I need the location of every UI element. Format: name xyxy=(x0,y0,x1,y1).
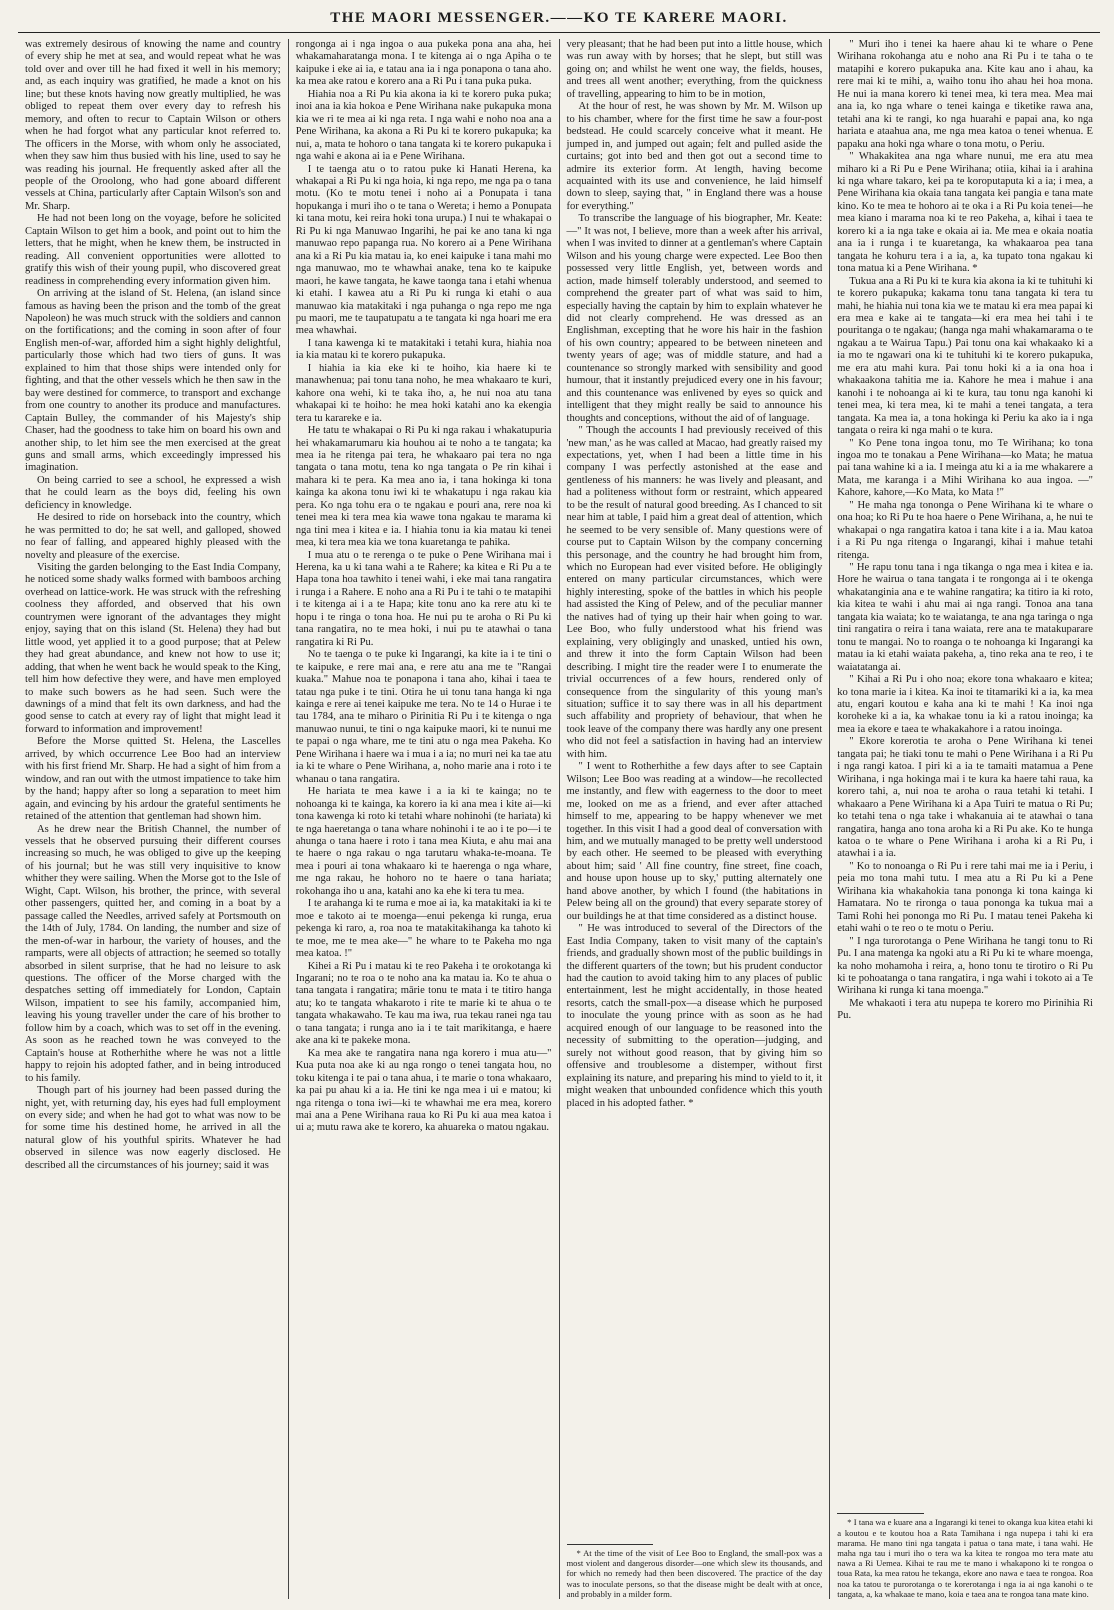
paragraph: Ka mea ake te rangatira nana nga korero i mua atu—" Kua puta noa ake ki au nga rongo o tenei tangata hou, no toku kitenga i te pai o tana ahua, i te marie o tona whakaaro, ka pai pu ahau ki a ia. He tini ke nga mea i ui e matou; ki nga ritenga o tona iwi—ki te whawhai me era mea, korero mai ana a Pene Wirihana raua ko Ri Pu ki aua mea katoa i ui a; mutu rawa ake te korero, ka ahuareka o matou ngakau. xyxy=(295,1047,552,1134)
footnotes xyxy=(837,1513,1093,1599)
paragraph: Before the Morse quitted St. Helena, the Lascelles arrived, by which occurrence Lee Boo had an interview with his first friend Mr. Sharp. He had a sight of him from a window, and ran out with the utmost impatience to take him by the hand; happy after so long a separation to meet him again, and evincing by his ardour the grateful sentiments he retained of the attention that gentleman had shown him. xyxy=(25,736,281,823)
paragraph: On being carried to see a school, he expressed a wish that he could learn as the boys did, feeling his own deficiency in knowledge. xyxy=(25,474,281,511)
column-2-maori xyxy=(289,39,560,1599)
paragraph: Me whakaoti i tera atu nupepa te korero mo Pirinihia Ri Pu. xyxy=(837,997,1093,1022)
paragraph: On arriving at the island of St. Helena, (an island since famous as having been the prison and the tomb of the great Napoleon) he was much struck with the soldiers and cannon on the fortifications; and the coming in soon after of four English men-of-war, afforded him a sight highly delightful, particularly those which had two tiers of guns. It was explained to him that those ships were intended only for fighting, and that the other vessels which he then saw in the bay were destined for commerce, to transport and exchange from one country to another its produce and manufactures. Captain Bulley, the commander of his Majesty's ship Chaser, had the goodness to take him on board his own and another ship, to let him see the men exercised at the great guns and small arms, which exceedingly impressed his imagination. xyxy=(25,288,281,474)
paragraph: As he drew near the British Channel, the number of vessels that he observed pursuing their different courses increasing so much, he was obliged to give up the keeping of his journal; but he was still very inquisitive to know whither they were sailing. When the Morse got to the Isle of Wight, Capt. Wilson, his brother, the prince, with several other passengers, quitted her, and coming in a boat by a passage called the Needles, arrived safely at Portsmouth on the 14th of July, 1784. On landing, the number and size of the men-of-war in harbour, the variety of houses, and the ramparts, were all objects of attraction; he seemed so totally absorbed in silent surprise, that he had no leisure to ask questions. The officer of the Morse charged with the despatches setting off immediately for London, Captain Wilson, impatient to see his family, accompanied him, leaving his young traveller under the care of his brother to follow him by a coach, which was to set off in the evening. As soon as he reached town he was conveyed to the Captain's house at Rotherhithe where he was not a little happy to rejoin his adopted father, and in being introduced to his family. xyxy=(25,823,281,1084)
paragraph: " Ko to nonoanga o Ri Pu i rere tahi mai me ia i Periu, i peia mo tona mahi tutu. I mea atu a Ri Pu ki a Pene Wirihana kia whakahokia tana pononga ki tona kainga ki Hamatara. No te rironga o taua pononga ka tukua mai a Tami Rohi hei pononga mo Ri Pu. I matau tenei Pakeha ki etahi wahi o te reo o te motu o Periu. xyxy=(837,860,1093,935)
paragraph: No te taenga o te puke ki Ingarangi, ka kite ia i te tini o te kaipuke, e rere mai ana, e rere atu ana me te "Rangai kuaka." Mahue noa te ponapona i tana aho, kihai i taea te tatau nga puke i te tini. Otira he ui tonu tana hanga ki nga kainga e rere ai tenei kaipuke me tera. No te 14 o Hurae i te tau 1784, ana te miharo o Pirinitia Ri Pu i te kitenga o nga manuwao nunui, te tini o nga kaipuke maori, ki te nunui me te papai o nga whare, me te tini atu o nga mea Pakeha. Ko Pene Wirihana i haere wa i mua i a ia; no muri nei ka tae atu ia ki te whare o Pene Wirihana, a, noho marie ana i roto i te whanau o tana rangatira. xyxy=(295,649,552,785)
paragraph: very pleasant; that he had been put into a little house, which was run away with by horses; that he slept, but still was going on; and whilst he went one way, the fields, houses, and trees all went another; everything, from the quickness of travelling, appearing to him to be in motion, xyxy=(566,39,823,100)
column-1-english xyxy=(18,39,289,1599)
footnotes xyxy=(567,1544,823,1599)
paragraph: " Whakakitea ana nga whare nunui, me era atu mea miharo ki a Ri Pu e Pene Wirihana; otiia, kihai ia i arahina ki nga whare takaro, kei pa te koroputaputa ki a ia; i mea, a Pene Wirihana kia okaia tana tangata kei pangia e tana mate kino. Ko te mea te hohoro ai te oka i a Ri Pu koia tenei—he mea kiano i marama noa ki te reo Pakeha, a, kihai i taea te korero ki a ia nga take e okaia ai ia. Me mea e okaia noatia ana ia i runga i te kuaretanga, ka whakaaroa pea tana tangata he kohuru tera i a ia, a, ka tupato tona ngakau ki tona matua ki a Pene Wirihana. * xyxy=(837,151,1093,275)
column-4-maori xyxy=(830,39,1100,1599)
paragraph: I te taenga atu o to ratou puke ki Hanati Herena, ka whakapai a Ri Pu ki nga hoia, ki nga repo, me nga pa o tana motu. (Ko te motu tenei i noho ai a Ponupata i tana hopukanga i muri iho o te tana o Wereta; i hemo a Ponupata ki tana motu, kei reira hoki tona urupa.) I nui te whakapai o Ri Pu ki nga Manuwao Ingarihi, he pai ke ano tana ki nga manuwao repo papanga rua. No korero ai a Pene Wirihana ana ki a Ri Pu kia matau ia, ko enei kaipuke i tana mahi mo nga manuwao, mo te whawhai anake, tena ko te kaipuke maori, he kawe tangata, he kawe taonga tana i etahi whenua ki etahi. I kawea atu a Ri Pu ki runga ki etahi o aua manuwao kia matakitaki i nga puhanga o nga repo me nga pu maori, me te taupatupatu a te tangata ki nga hoari me era mea whawhai. xyxy=(295,163,552,337)
paragraph: " He was introduced to several of the Directors of the East India Company, taken to visit many of the captain's friends, and gradually shown most of the public buildings in the different quarters of the town; but his prudent conductor had the caution to avoid taking him to any places of public entertainment, lest he might accidentally, in those heated resorts, catch the small-pox—a disease which he purposed to inoculate the young prince with as soon as he had acquired enough of our language to be reasoned into the necessity of submitting to the operation—judging, and surely not without good reason, that by giving him so offensive and troublesome a distemper, without first explaining its nature, and preparing his mind to yield to it, it might weaken that unbounded confidence which this youth placed in his adopted father. * xyxy=(566,923,823,1109)
paragraph: At the hour of rest, he was shown by Mr. M. Wilson up to his chamber, where for the first time he saw a four-post bedstead. He could scarcely conceive what it meant. He jumped in, and jumped out again; felt and pulled aside the curtains; got into bed and then got out a second time to admire its exterior form. At length, having become acquainted with its use and convenience, he laid himself down to sleep, saying that, " in England there was a house for everything." xyxy=(566,101,823,212)
paragraph: " Kihai a Ri Pu i oho noa; ekore tona whakaaro e kitea; ko tona marie ia i kitea. Ka inoi te titamariki ki a ia, ka mea atu, engari koutou e kaha ana ki te mahi ! Ka inoi nga koroheke ki a ia, ka whakae tonu ia ki a ratou inoinga; ka mea ia ekore e taea te whakakahore i a ratou inoinga. xyxy=(837,674,1093,735)
footnote: * I tana wa e kuare ana a Ingarangi ki tenei to okanga kua kitea etahi ki a koutou e te koutou hoa a Rata Tamihana i nga nupepa i tahi ki era marama. He mano tini nga tangata i patua o tana mate, i tana wahi. He maha nga tau i muri iho o tera wa ka kitea te rongoa mo tera mate atu nawa a Ri Uemea. Kihai te rau me te mano i whakapono ki te rongoa o toua Rata, ka mea ratou he tekanga, ekore ano nawa e taea te rongoa. Roa noa ka tatou te purorotanga o te korerotanga i nga ia ai nga kanohi o te tangata, a, ka whakaae te mano, koia e taea ana te rongoa tana mate kino. xyxy=(837,1517,1093,1599)
paragraph: He had not been long on the voyage, before he solicited Captain Wilson to get him a book, and point out to him the letters, that he might, when he knew them, be instructed in reading. All convenient opportunities were allotted to gratify this wish of their young pupil, who discovered great readiness in comprehending every information given him. xyxy=(25,213,281,287)
paragraph: " I nga turorotanga o Pene Wirihana he tangi tonu to Ri Pu. I ana matenga ka ngoki atu a Ri Pu ki te whare moenga, ka noho mohamoha i reira, a, hono tonu te tirotiro o Ri Pu ki te pohoatanga o tana rangatira, i nga wahi i tokoto ai a Te Wirihana ki runga ki tana moenga." xyxy=(837,935,1093,997)
paragraph: was extremely desirous of knowing the name and country of every ship he met at sea, and would repeat what he was told over and over till he had fixed it well in his memory; and, as each inquiry was gratified, he made a knot on his line; but these knots having now greatly multiplied, he was obliged to repeat them over every day to refresh his memory, and often to recur to Captain Wilson or others when he had forgot what any particular knot referred to. The officers in the Morse, with whom only he associated, when they saw him thus busied with his line, used to say he was reading his journal. He frequently asked after all the people of the Oroolong, who had gone aboard different vessels at China, particularly after Captain Wilson's son and Mr. Sharp. xyxy=(25,39,281,212)
paragraph: rongonga ai i nga ingoa o aua pukeka pona ana aha, hei whakamaharatanga mona. I te kitenga ai o nga Apiha o te kaipuke i eke ai ia, e tatau ana ia i nga ponapona o tana aho. ka mea ake ratou e korero ana a Ri Pu i tana puka puka. xyxy=(295,39,552,88)
paragraph: Though part of his journey had been passed during the night, yet, with returning day, his eyes had full employment on every side; and when he had got to what was now to be for some time his destined home, he arrived in all the natural glow of his youthful spirits. Whatever he had observed in silence was now eagerly disclosed. He described all the circumstances of his journey; said it was xyxy=(25,1085,281,1171)
masthead-title: THE MAORI MESSENGER.——KO TE KARERE MAORI. xyxy=(330,10,788,26)
paragraph: " Muri iho i tenei ka haere ahau ki te whare o Pene Wirihana rokohanga atu e noho ana Ri Pu i te taha o te matapihi e korero pukapuka ana. Kite kau ano i ahau, ka rere mai ki te mihi, a, waiho tonu iho ahau hei hoa mona. He nui ia mana korero ki tenei mea, ki tera mea. Mea mai ana ia, ko nga whare o tenei kainga e tiketike rawa ana, tetahi ana ki te rangi, ko nga huarahi e papai ana, ko nga hariata e ataahua ana, me nga mea katoa o tenei whenua. E papaku ana hoki nga whare o tona motu, o Periu. xyxy=(837,39,1093,150)
paragraph: I tana kawenga ki te matakitaki i tetahi kura, hiahia noa ia kia matau ki te korero pukapuka. xyxy=(295,337,552,362)
paragraph: I mua atu o te rerenga o te puke o Pene Wirihana mai i Herena, ka u ki tana wahi a te Rahere; ka kitea e Ri Pu a te Hapa tona hoa tawhito i tenei wahi, i eke mai tana rangatira i runga i a Rahere. E noho ana a Ri Pu i te tahi o te matapihi i te kitenga ai i a te Hapa; kite tonu ano ka rere atu ki te hopu i te ringa o tona hoa. He nui pu te aroha o Ri Pu ki tana rangatira, no te mea hoki, i nui pu te atawhai o tana rangatira ki Ri Pu. xyxy=(295,549,552,648)
paragraph: Visiting the garden belonging to the East India Company, he noticed some shady walks formed with bamboos arching overhead on lattice-work. He was struck with the refreshing coolness they afforded, and observed that his own countrymen were ignorant of the advantages they might enjoy, saying that on this island (St. Helena) they had but little wood, yet applied it to a good purpose; that at Pelew they had great abundance, and knew not how to use it; adding, that when he went back he would speak to the King, tell him how defective they were, and have men employed to make such bowers as he had seen. Such were the dawnings of a mind that felt its own darkness, and had the good sense to catch at every ray of light that might lead it forward to information and improvement! xyxy=(25,562,281,735)
paragraph: Hiahia noa a Ri Pu kia akona ia ki te korero puka puka; inoi ana ia kia hokoa e Pene Wirihana nake pukapuka mona kia we ri te mea ai ki nga reta. I nga wahi e noho noa ana a Pene Wirihana, ka akona a Ri Pu ki te korero pukapuka; ka nui, a, mata te hohoro o tana tangata ki te korero pukapuka i nga wahi e akona ai ia e Pene Wirihana. xyxy=(295,88,552,163)
paragraph: " Though the accounts I had previously received of this 'new man,' as he was called at Macao, had greatly raised my expectations, yet, when I had been a little time in his company I was perfectly astonished at the ease and gentleness of his manners: he was lively and pleasant, and had a politeness without form or restraint, which appeared to be the result of natural good breeding. As I chanced to sit near him at table, I paid him a great deal of attention, which he seemed to be very sensible of. Many questions were of course put to Captain Wilson by the company concerning this personage, and the country he had brought him from, which no European had ever visited before. He obligingly entered on many particular circumstances, which were highly interesting, spoke of the battles in which his people had assisted the King of Pelew, and of the peculiar manner the natives had of tying up their hair when going to war. Lee Boo, who fully understood what his friend was explaining, very obligingly and unasked, untied his own, and threw it into the form Captain Wilson had been describing. I might tire the reader were I to enumerate the trivial occurrences of a few hours, rendered only of consequence from the singularity of this young man's situation; suffice it to say there was in all his department such affability and propriety of behaviour, that when he took leave of the company there was hardly any one present who did not feel a satisfaction in having had an interview with him. xyxy=(566,425,823,760)
masthead-rule xyxy=(18,32,1100,33)
paragraph: He tatu te whakapai o Ri Pu ki nga rakau i whakatupuria hei whakamarumaru kia houhou ai te noho a te tangata; ka mea ia he ritenga pai tera, he whakaaro pai tera no nga tangata o tana motu, tena ko nga tangata o Pe rin kihai i mahara ki te pera. Ka mea ano ia, i tana hokinga ki tona kainga ka akona tonu iwi ki te whakatupu i nga rakau kia pera. Ko nga tohu era o te ngakau e pouri ana, rere noa ki tenei mea ki tera mea kia wawe tona ngakau te marama ki nga tini mea i kitea e ia. I hiahia tonu ia kia matau ki tenei mea, ki tera mea kia we tona kuaretanga te pahika. xyxy=(295,425,552,549)
paragraph: " Ekore korerotia te aroha o Pene Wirihana ki tenei tangata pai; he tiaki tonu te mahi o Pene Wirihana i a Ri Pu i nga rangi katoa. I piri ki a ia te tamaiti matamua a Pene Wirihana, i nga hokinga mai i te kura ka haere tahi raua, ka korero tahi, a, nui noa te aroha o raua tetahi ki tetahi. I whakaaro a Pene Wirihana ki a Apa Tuiri te matua o Ri Pu; ko tetahi tena o nga take i whakanuia ai te atawhai o tana rangatira, hanga ano tona aroha ki a Ri Pu ake. Ko te hunga katoa o te whare o Pene Wirihana i aroha ki a Ri Pu, i atawhai i a ia. xyxy=(837,736,1093,860)
paragraph: He desired to ride on horseback into the country, which he was permitted to do; he sat well, and galloped, showed no fear of falling, and appeared highly pleased with the novelty and pleasure of the exercise. xyxy=(25,512,281,561)
footnote: * At the time of the visit of Lee Boo to England, the small-pox was a most violent and dangerous disorder—one which slew its thousands, and for which no remedy had then been discovered. The practice of the day was to inoculate persons, so that the disease might be dealt with at once, and probably in a milder form. xyxy=(566,1547,823,1599)
paragraph: Kihei a Ri Pu i matau ki te reo Pakeha i te orokotanga ki Ingarani; no te roa o te noho ana ka matau ia. Ko te ahua o tana tangata i rangatira; mārie tonu te mata i te titiro hanga atu; ko te tangata whakaroto i rite te marie ki te ahua o te tangata whakawaho. Te kau ma iwa, rua tekau ranei nga tau o tana tangata; i runga ano ia i te tait marikitanga, e haere ake ana ki te pakeke mona. xyxy=(295,960,552,1047)
paragraph: " He rapu tonu tana i nga tikanga o nga mea i kitea e ia. Hore he wairua o tana tangata i te rongonga ai i te okenga whakatanginia ana e te wahine rangatira; ka titiro ia ki roto, kia kitea te wahi i ahu mai ai nga rangi. Tonoa ana tana tangata kia waiata; ko te waiatanga, te ana nga taringa o nga tini rangatira o reira i tana waiata, rere ana te matakuparare tonu te mangai. No to roanga o te nohoanga ki Ingarangi ka matau ia ki etahi waiata pakeha, a, tino reka ana te reo, i te waiatatanga ai. xyxy=(837,562,1093,673)
paragraph: I hiahia ia kia eke ki te hoiho, kia haere ki te manawhenua; pai tonu tana noho, he mea whakaaro te kuri, kahore ona wehi, ki te taka iho, a, he nui noa atu tana whakapai ki te hoiho: he mea hoki katahi ano ka ekengia tera tu karareke e ia. xyxy=(295,362,552,424)
footnote-rule xyxy=(567,1544,654,1545)
paragraph: " He maha nga tononga o Pene Wirihana ki te whare o ona hoa; ko Ri Pu te hoa haere o Pene Wirihana, a, he nui te whakapai o nga rangatira katoa i tana kite i a ia. Mau katoa i a Ri Pu nga ritenga o Ingarangi, kihai i mahue tetahi ritenga. xyxy=(837,499,1093,561)
footnote-rule xyxy=(837,1513,924,1514)
paragraph: I te arahanga ki te ruma e moe ai ia, ka matakitaki ia ki te moe e takoto ai te moenga—enui pekenga ki runga, erua pekenga ki raro, a, roa noa te matakitakihanga ka tahoto ki te moe, me te mea ake—" he whare to te Pakeha mo nga mea katoa. !" xyxy=(295,898,552,960)
paragraph: He hariata te mea kawe i a ia ki te kainga; no te nohoanga ki te kainga, ka korero ia ki ana mea i kite ai—ki tona kawenga ki roto ki tetahi whare nohinohi (te hariata) ki te nga haeretanga o tana whare nohinohi i te ao i te po—i te ahunga o tana haere i roto i tana mea Kiuta, e ahu mai ana te haere o nga rakau o nga tarutaru whaka-te-moana. Te mea i pouri ai tona whakaaro ki te haerenga o nga whare, me nga rakau, he hohoro no te haere o tana hariata; rokohanga iho u ana, katahi ano ka ehe ki tera tu mea. xyxy=(295,786,552,897)
paragraph: " I went to Rotherhithe a few days after to see Captain Wilson; Lee Boo was reading at a window—he recollected me instantly, and flew with eagerness to the door to meet me, looked on me as a friend, and ever after attached himself to me, appearing to be happy whenever we met together. In this visit I had a good deal of conversation with him, and we mutually managed to be pretty well understood by each other. He seemed to be pleased with everything about him; said ' All fine country, fine street, fine coach, and house upon house up to sky,' putting alternately one hand above another, by which I found (the habitations in Pelew being all on the ground) that every separate storey of our buildings he at that time considered as a distinct house. xyxy=(566,761,823,922)
paragraph: To transcribe the language of his biographer, Mr. Keate:—" It was not, I believe, more than a week after his arrival, when I was invited to dinner at a gentleman's where Captain Wilson and his young charge were expected. Lee Boo then possessed very little English, yet, between words and action, made himself tolerably understood, and seemed to comprehend the greater part of what was said to him, especially having the captain by him to explain whatever he did not clearly comprehend. He was dressed as an Englishman, excepting that he wore his hair in the fashion of his own country; appeared to be between nineteen and twenty years of age; was of middle stature, and had a countenance so strongly marked with sensibility and good humour, that it instantly prejudiced every one in his favour; and this countenance was enlivened by eyes so quick and intelligent that they might really be said to announce his thoughts and conceptions, without the aid of of language. xyxy=(566,213,823,424)
columns-container xyxy=(18,39,1100,1599)
column-3-english xyxy=(560,39,831,1599)
paragraph: Tukua ana a Ri Pu ki te kura kia akona ia ki te tuhituhi ki te korero pukapuka; kakama tonu tana tangata ki tera tu mahi, he hiahia nui tona kia we te matau ki era mea papai ki era mea e kake ai te tangata—ki era mea hei tahi i te pouritanga o te ngakau; (hanga nga mahi whakamarama o te ngakau a te Wairua Tapu.) Pai tonu ona kai whakaako ki a ia mo te ngawari ona ki te tuhituhi ki te korero pukapuka, me era atu mahi kura. Pai tonu hoki ki a ia ona hoa i whakaakona tahitia me ia. Kahore he mea i mahue i ana kanohi i te nohoanga ai ki te kura, tau tonu nga kanohi ki tenei mea, ki tera mea, ki te mahi a tenei tangata, a tera tangata. Ka mea ia, a tona hokinga ki Periu ka ako ia i nga tangata o reira ki nga mahi o te kura. xyxy=(837,275,1093,437)
paragraph: " Ko Pene tona ingoa tonu, mo Te Wirihana; ko tona ingoa mo te tonakau a Pene Wirihana—ko Mata; he matua pai tana wahine ki a ia. I meinga atu ki a ia me whakarere a Mata, me karanga i a Mihi Wirihana ko aua ingoa. —" Kahore, kahore,—Ko Mata, ko Mata !" xyxy=(837,437,1093,499)
